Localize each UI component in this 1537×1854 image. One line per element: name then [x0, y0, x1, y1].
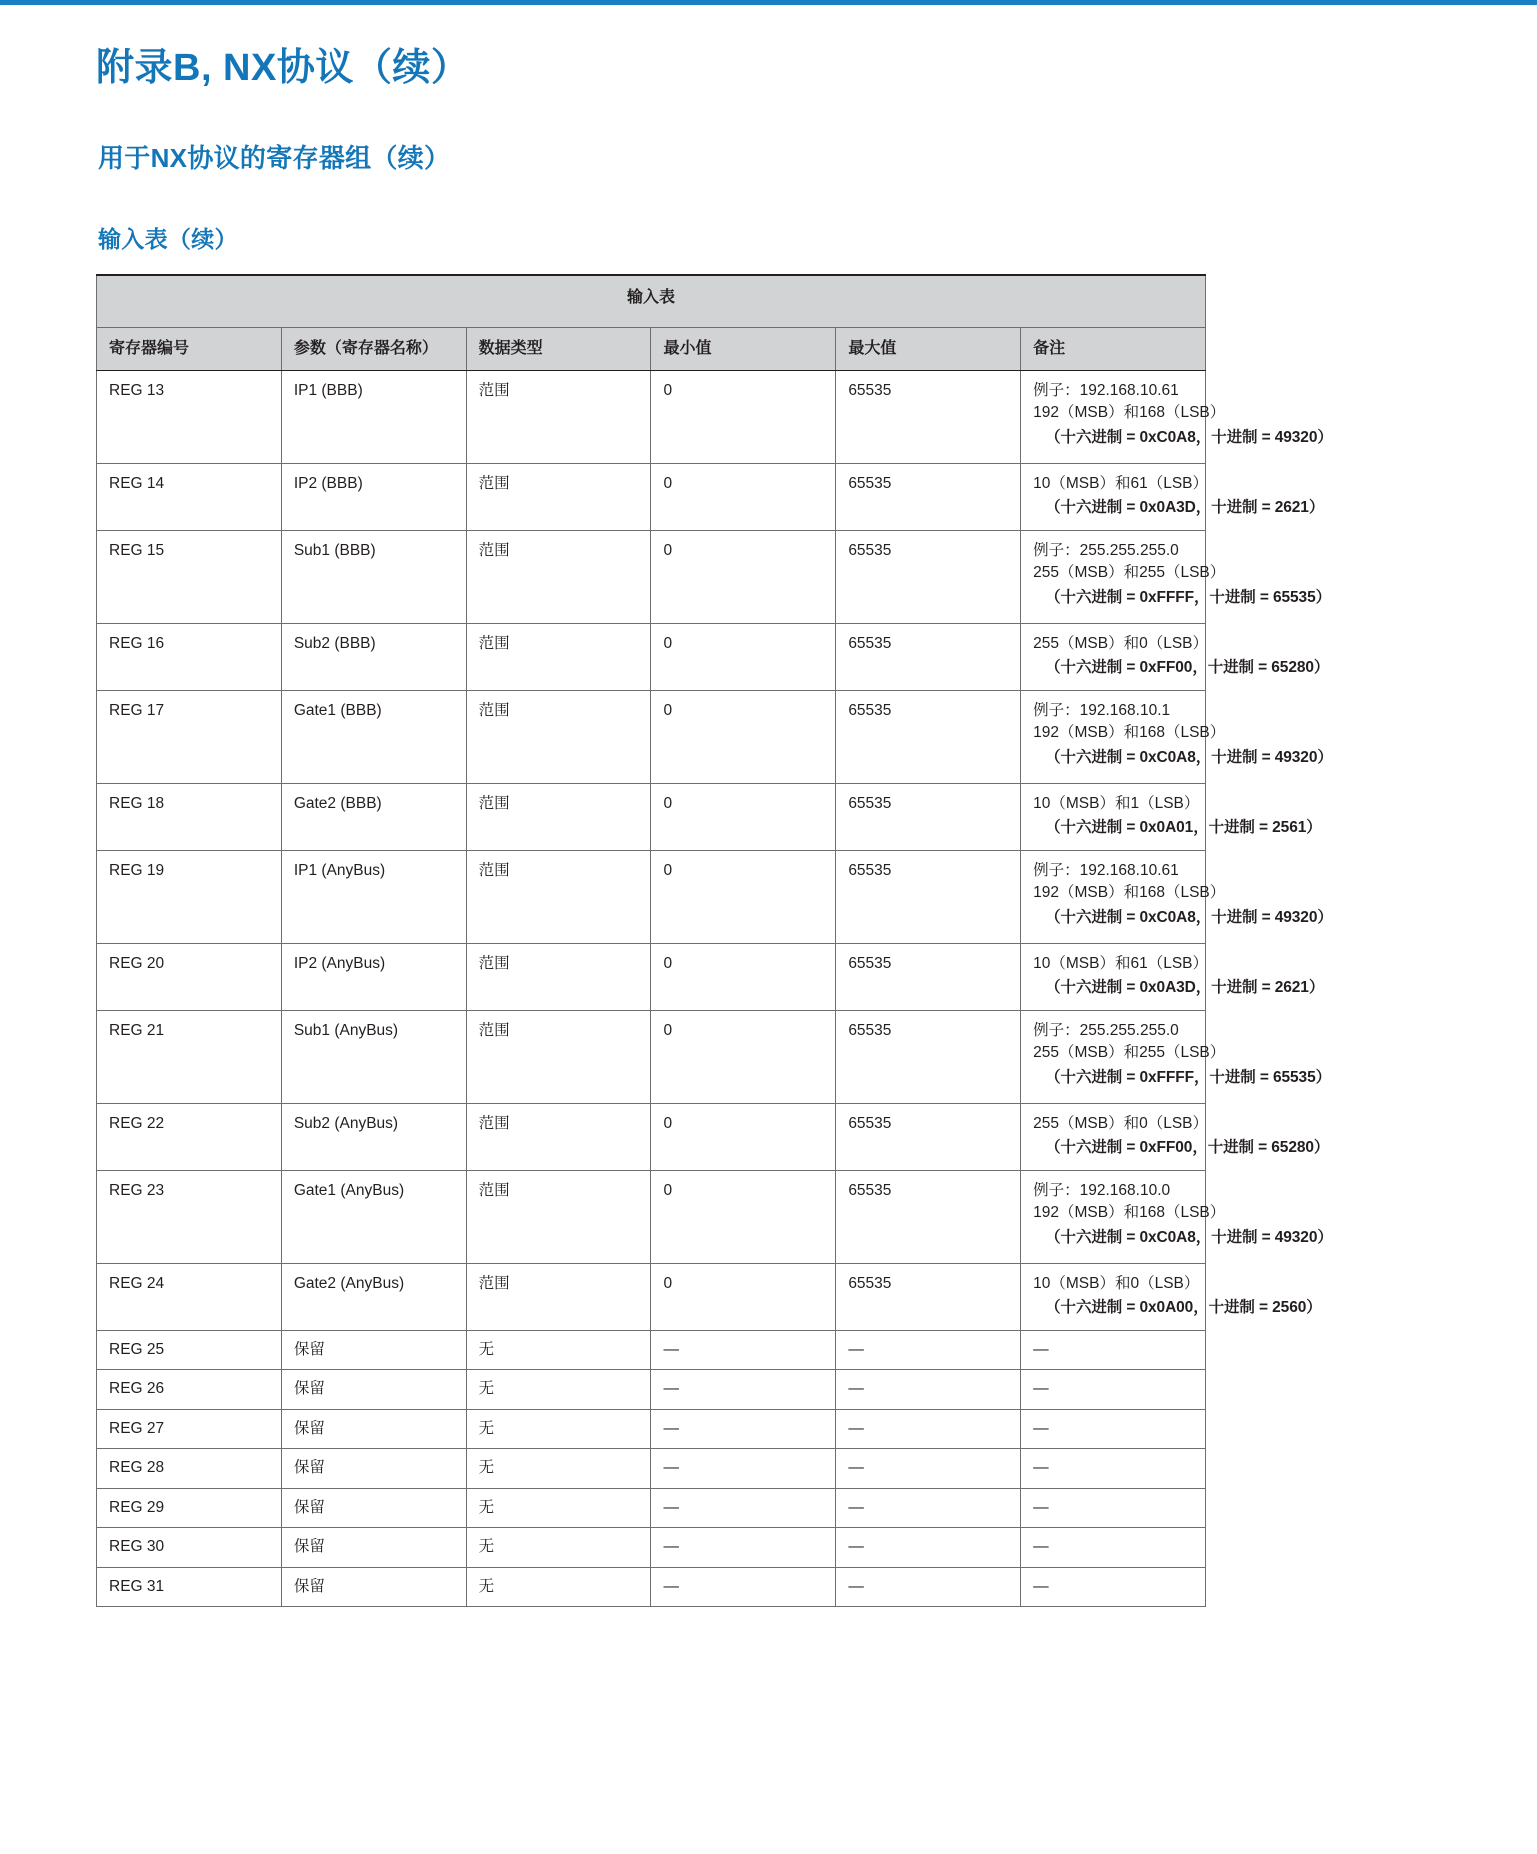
cell-remarks — [1021, 623, 1330, 690]
cell-remarks — [1021, 1528, 1206, 1567]
cell-remarks — [1021, 1409, 1206, 1448]
cell-register-number: REG 13 — [97, 370, 282, 463]
cell-parameter: Gate1 (BBB) — [281, 690, 466, 783]
cell-register-number: REG 23 — [97, 1170, 282, 1263]
remark-hex-decimal: （十六进制 = 0xFFFF，十进制 = 65535） — [1045, 588, 1331, 606]
table-row — [97, 1567, 1206, 1606]
remark-hex-decimal: （十六进制 = 0xFF00，十进制 = 65280） — [1045, 659, 1330, 677]
cell-parameter: 保留 — [281, 1370, 466, 1409]
remark-line: 255（MSB）和255（LSB） — [1033, 564, 1226, 582]
remark-line: 192（MSB）和168（LSB） — [1033, 724, 1226, 742]
cell-parameter: Gate2 (AnyBus) — [281, 1263, 466, 1330]
remark-line: 例子：192.168.10.0 — [1033, 1181, 1171, 1199]
cell-register-number: REG 17 — [97, 690, 282, 783]
cell-min-value: — — [651, 1528, 836, 1567]
table-row — [97, 370, 1206, 463]
remark-hex-decimal: （十六进制 = 0xFFFF，十进制 = 65535） — [1045, 1068, 1331, 1086]
cell-max-value: 65535 — [836, 1103, 1021, 1170]
cell-min-value: — — [651, 1567, 836, 1606]
column-header-remarks: 备注 — [1021, 327, 1206, 370]
cell-data-type: 范围 — [466, 370, 651, 463]
cell-min-value: — — [651, 1409, 836, 1448]
cell-parameter: 保留 — [281, 1449, 466, 1488]
table-row — [97, 1263, 1206, 1330]
remark-line: 例子：192.168.10.61 — [1033, 861, 1179, 879]
table-row — [97, 783, 1206, 850]
cell-data-type: 无 — [466, 1488, 651, 1527]
cell-min-value: — — [651, 1370, 836, 1409]
cell-max-value: — — [836, 1370, 1021, 1409]
cell-parameter: Sub2 (BBB) — [281, 623, 466, 690]
cell-data-type: 范围 — [466, 463, 651, 530]
cell-remarks — [1021, 370, 1333, 463]
cell-data-type: 范围 — [466, 1103, 651, 1170]
remark-line: — — [1033, 1459, 1049, 1477]
cell-max-value: 65535 — [836, 1010, 1021, 1103]
column-header-data-type: 数据类型 — [466, 327, 651, 370]
table-row — [97, 1370, 1206, 1409]
column-header-max-value: 最大值 — [836, 327, 1021, 370]
cell-max-value: 65535 — [836, 850, 1021, 943]
cell-min-value: 0 — [651, 463, 836, 530]
cell-max-value: 65535 — [836, 530, 1021, 623]
cell-min-value: 0 — [651, 943, 836, 1010]
remark-line: 例子：255.255.255.0 — [1033, 1021, 1179, 1039]
cell-register-number: REG 16 — [97, 623, 282, 690]
cell-remarks — [1021, 530, 1331, 623]
cell-remarks — [1021, 690, 1333, 783]
cell-remarks — [1021, 1170, 1333, 1263]
remark-line: 10（MSB）和0（LSB） — [1033, 1274, 1200, 1292]
cell-data-type: 无 — [466, 1409, 651, 1448]
remark-line: 192（MSB）和168（LSB） — [1033, 404, 1226, 422]
cell-max-value: — — [836, 1567, 1021, 1606]
table-caption: 输入表 — [97, 275, 1206, 328]
cell-data-type: 范围 — [466, 1170, 651, 1263]
remark-line: 192（MSB）和168（LSB） — [1033, 1204, 1226, 1222]
remark-line: 10（MSB）和1（LSB） — [1033, 794, 1200, 812]
cell-register-number: REG 31 — [97, 1567, 282, 1606]
cell-max-value: — — [836, 1528, 1021, 1567]
cell-min-value: 0 — [651, 370, 836, 463]
cell-min-value: 0 — [651, 1010, 836, 1103]
remark-line: — — [1033, 1419, 1049, 1437]
cell-min-value: 0 — [651, 783, 836, 850]
remark-line: 例子：192.168.10.61 — [1033, 381, 1179, 399]
cell-register-number: REG 14 — [97, 463, 282, 530]
page-title: 附录B, NX协议（续） — [96, 47, 470, 89]
cell-min-value: 0 — [651, 1263, 836, 1330]
cell-min-value: — — [651, 1330, 836, 1369]
table-row — [97, 690, 1206, 783]
table-row — [97, 1528, 1206, 1567]
cell-remarks — [1021, 783, 1322, 850]
remark-line: — — [1033, 1498, 1049, 1516]
cell-data-type: 范围 — [466, 1263, 651, 1330]
cell-register-number: REG 15 — [97, 530, 282, 623]
cell-min-value: — — [651, 1449, 836, 1488]
cell-register-number: REG 24 — [97, 1263, 282, 1330]
remark-hex-decimal: （十六进制 = 0xC0A8，十进制 = 49320） — [1045, 748, 1333, 766]
remark-line: — — [1033, 1538, 1049, 1556]
cell-remarks — [1021, 1370, 1206, 1409]
table-column-header-row — [97, 327, 1206, 370]
table-row — [97, 1170, 1206, 1263]
cell-remarks — [1021, 1010, 1331, 1103]
cell-parameter: Gate1 (AnyBus) — [281, 1170, 466, 1263]
cell-register-number: REG 26 — [97, 1370, 282, 1409]
cell-max-value: 65535 — [836, 783, 1021, 850]
cell-register-number: REG 18 — [97, 783, 282, 850]
remark-line: 192（MSB）和168（LSB） — [1033, 884, 1226, 902]
cell-min-value: 0 — [651, 1103, 836, 1170]
cell-data-type: 范围 — [466, 1010, 651, 1103]
cell-min-value: 0 — [651, 623, 836, 690]
cell-max-value: 65535 — [836, 1263, 1021, 1330]
remark-line: 255（MSB）和255（LSB） — [1033, 1044, 1226, 1062]
cell-remarks — [1021, 1488, 1206, 1527]
cell-register-number: REG 28 — [97, 1449, 282, 1488]
table-row — [97, 1409, 1206, 1448]
cell-parameter: IP1 (AnyBus) — [281, 850, 466, 943]
cell-parameter: 保留 — [281, 1567, 466, 1606]
cell-data-type: 范围 — [466, 943, 651, 1010]
cell-remarks — [1021, 463, 1325, 530]
table-row — [97, 530, 1206, 623]
cell-data-type: 范围 — [466, 783, 651, 850]
cell-remarks — [1021, 1567, 1206, 1606]
input-table — [96, 274, 1333, 1607]
cell-data-type: 无 — [466, 1330, 651, 1369]
remark-line: 255（MSB）和0（LSB） — [1033, 634, 1209, 652]
table-row — [97, 943, 1206, 1010]
cell-max-value: 65535 — [836, 690, 1021, 783]
page-top-rule — [0, 0, 1537, 5]
remark-line: 例子：192.168.10.1 — [1033, 701, 1171, 719]
cell-data-type: 范围 — [466, 690, 651, 783]
cell-max-value: — — [836, 1449, 1021, 1488]
remark-hex-decimal: （十六进制 = 0xC0A8，十进制 = 49320） — [1045, 1228, 1333, 1246]
table-row — [97, 463, 1206, 530]
cell-parameter: Sub1 (AnyBus) — [281, 1010, 466, 1103]
cell-max-value: 65535 — [836, 1170, 1021, 1263]
remark-hex-decimal: （十六进制 = 0xFF00，十进制 = 65280） — [1045, 1139, 1330, 1157]
cell-max-value: 65535 — [836, 370, 1021, 463]
table-row — [97, 1488, 1206, 1527]
table-row — [97, 1330, 1206, 1369]
cell-remarks — [1021, 850, 1333, 943]
cell-min-value: 0 — [651, 850, 836, 943]
cell-data-type: 无 — [466, 1567, 651, 1606]
cell-parameter: 保留 — [281, 1330, 466, 1369]
cell-data-type: 范围 — [466, 530, 651, 623]
cell-max-value: — — [836, 1330, 1021, 1369]
cell-remarks — [1021, 1449, 1206, 1488]
table-body — [97, 370, 1333, 1606]
remark-line: 255（MSB）和0（LSB） — [1033, 1114, 1209, 1132]
remark-line: — — [1033, 1340, 1049, 1358]
cell-register-number: REG 27 — [97, 1409, 282, 1448]
cell-min-value: 0 — [651, 530, 836, 623]
cell-min-value: 0 — [651, 690, 836, 783]
cell-data-type: 无 — [466, 1528, 651, 1567]
section-title: 用于NX协议的寄存器组（续） — [98, 142, 451, 173]
cell-parameter: Sub2 (AnyBus) — [281, 1103, 466, 1170]
cell-remarks — [1021, 1330, 1206, 1369]
cell-data-type: 范围 — [466, 850, 651, 943]
cell-data-type: 范围 — [466, 623, 651, 690]
cell-remarks — [1021, 943, 1325, 1010]
cell-parameter: 保留 — [281, 1488, 466, 1527]
remark-line: 10（MSB）和61（LSB） — [1033, 474, 1209, 492]
column-header-min-value: 最小值 — [651, 327, 836, 370]
cell-min-value: — — [651, 1488, 836, 1527]
cell-register-number: REG 25 — [97, 1330, 282, 1369]
column-header-parameter: 参数（寄存器名称） — [281, 327, 466, 370]
table-head — [97, 275, 1206, 371]
remark-line: 10（MSB）和61（LSB） — [1033, 954, 1209, 972]
cell-register-number: REG 22 — [97, 1103, 282, 1170]
cell-parameter: IP2 (BBB) — [281, 463, 466, 530]
remark-hex-decimal: （十六进制 = 0x0A01，十进制 = 2561） — [1045, 819, 1322, 837]
remark-hex-decimal: （十六进制 = 0xC0A8，十进制 = 49320） — [1045, 428, 1333, 446]
cell-remarks — [1021, 1103, 1330, 1170]
table-row — [97, 1010, 1206, 1103]
cell-register-number: REG 20 — [97, 943, 282, 1010]
cell-max-value: — — [836, 1488, 1021, 1527]
remark-line: — — [1033, 1577, 1049, 1595]
cell-register-number: REG 29 — [97, 1488, 282, 1527]
table-row — [97, 1103, 1206, 1170]
cell-register-number: REG 19 — [97, 850, 282, 943]
remark-hex-decimal: （十六进制 = 0x0A3D，十进制 = 2621） — [1045, 979, 1325, 997]
cell-register-number: REG 21 — [97, 1010, 282, 1103]
cell-data-type: 无 — [466, 1449, 651, 1488]
cell-data-type: 无 — [466, 1370, 651, 1409]
cell-max-value: 65535 — [836, 943, 1021, 1010]
remark-line: — — [1033, 1380, 1049, 1398]
cell-parameter: Gate2 (BBB) — [281, 783, 466, 850]
cell-parameter: IP2 (AnyBus) — [281, 943, 466, 1010]
table-caption-row — [97, 275, 1206, 328]
table-row — [97, 623, 1206, 690]
column-header-register-number: 寄存器编号 — [97, 327, 282, 370]
table-row — [97, 1449, 1206, 1488]
cell-remarks — [1021, 1263, 1322, 1330]
cell-parameter: 保留 — [281, 1409, 466, 1448]
cell-min-value: 0 — [651, 1170, 836, 1263]
cell-parameter: IP1 (BBB) — [281, 370, 466, 463]
remark-hex-decimal: （十六进制 = 0x0A3D，十进制 = 2621） — [1045, 499, 1325, 517]
cell-max-value: 65535 — [836, 463, 1021, 530]
table-row — [97, 850, 1206, 943]
remark-hex-decimal: （十六进制 = 0xC0A8，十进制 = 49320） — [1045, 908, 1333, 926]
cell-max-value: 65535 — [836, 623, 1021, 690]
subsection-title: 输入表（续） — [98, 225, 238, 252]
remark-hex-decimal: （十六进制 = 0x0A00，十进制 = 2560） — [1045, 1299, 1322, 1317]
remark-line: 例子：255.255.255.0 — [1033, 541, 1179, 559]
cell-register-number: REG 30 — [97, 1528, 282, 1567]
cell-parameter: 保留 — [281, 1528, 466, 1567]
cell-max-value: — — [836, 1409, 1021, 1448]
cell-parameter: Sub1 (BBB) — [281, 530, 466, 623]
